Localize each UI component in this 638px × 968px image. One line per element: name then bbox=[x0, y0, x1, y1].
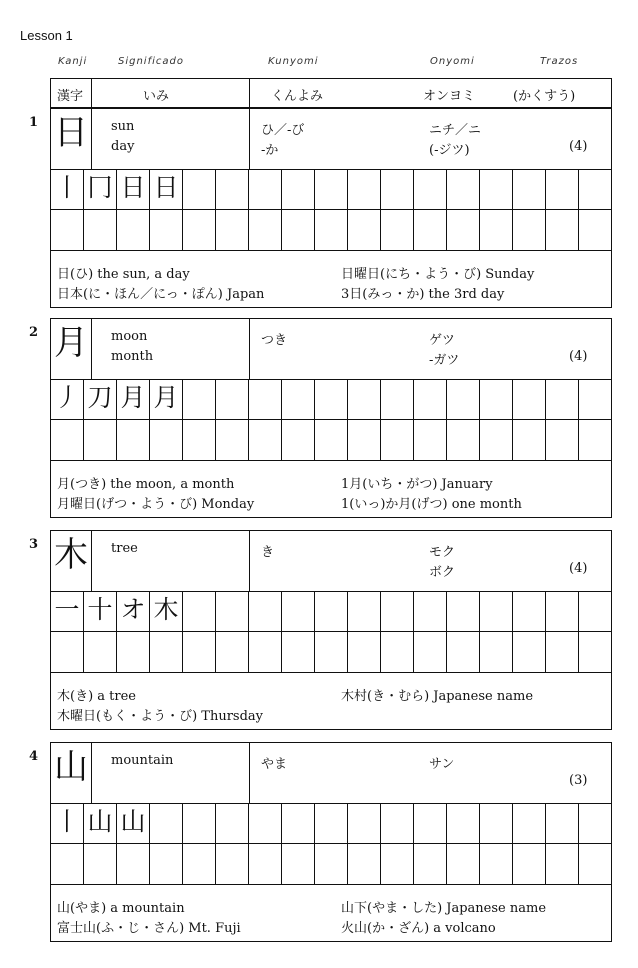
practice-cell[interactable] bbox=[546, 169, 579, 209]
practice-cell[interactable] bbox=[249, 420, 282, 460]
practice-cell[interactable] bbox=[216, 803, 249, 843]
onyomi-2: ボク bbox=[429, 565, 456, 580]
practice-cell[interactable] bbox=[117, 420, 150, 460]
meaning-2: month bbox=[111, 349, 154, 364]
practice-cell[interactable] bbox=[414, 803, 447, 843]
practice-cell[interactable] bbox=[183, 632, 216, 672]
example-2: 日本(に・ほん／にっ・ぽん) Japan bbox=[57, 287, 265, 302]
practice-cell[interactable] bbox=[315, 210, 348, 250]
practice-cell[interactable] bbox=[447, 420, 480, 460]
column-header bbox=[50, 78, 612, 108]
kunyomi-1: き bbox=[261, 545, 275, 560]
practice-cell[interactable] bbox=[447, 379, 480, 419]
example-1: 山(やま) a mountain bbox=[57, 901, 185, 916]
card-number: 1 bbox=[29, 115, 39, 130]
practice-cell[interactable] bbox=[480, 844, 513, 884]
header-kunyomi: くんよみ bbox=[271, 89, 324, 104]
practice-cell[interactable] bbox=[249, 844, 282, 884]
stroke-step: 月 bbox=[117, 379, 150, 419]
practice-cell[interactable] bbox=[513, 591, 546, 631]
practice-cell[interactable] bbox=[183, 591, 216, 631]
practice-cell[interactable] bbox=[579, 169, 611, 209]
example-1: 日(ひ) the sun, a day bbox=[57, 267, 190, 282]
practice-cell[interactable] bbox=[579, 420, 611, 460]
kanji-character: 月 bbox=[51, 319, 92, 379]
practice-cell[interactable] bbox=[183, 169, 216, 209]
practice-cell[interactable] bbox=[381, 379, 414, 419]
practice-cell[interactable] bbox=[447, 210, 480, 250]
practice-cell[interactable] bbox=[348, 803, 381, 843]
kanji-card bbox=[29, 530, 612, 730]
practice-cell[interactable] bbox=[480, 210, 513, 250]
stroke-count: (4) bbox=[569, 139, 588, 154]
stroke-step: 冂 bbox=[84, 169, 117, 209]
onyomi-1: ゲツ bbox=[429, 333, 455, 348]
stroke-step: 山 bbox=[117, 803, 150, 843]
practice-cell[interactable] bbox=[348, 632, 381, 672]
practice-cell[interactable] bbox=[579, 210, 611, 250]
kunyomi-1: やま bbox=[261, 757, 288, 772]
onyomi-2: -ガツ bbox=[429, 353, 460, 368]
stroke-step: 丿 bbox=[51, 379, 84, 419]
practice-cell[interactable] bbox=[546, 210, 579, 250]
practice-cell[interactable] bbox=[447, 803, 480, 843]
meaning-1: moon bbox=[111, 329, 148, 344]
practice-cell[interactable] bbox=[216, 844, 249, 884]
lesson-title: Lesson 1 bbox=[20, 28, 73, 43]
practice-cell[interactable] bbox=[546, 591, 579, 631]
practice-cell[interactable] bbox=[414, 169, 447, 209]
example-3: 木村(き・むら) Japanese name bbox=[341, 689, 534, 704]
stroke-count: (4) bbox=[569, 349, 588, 364]
practice-cell[interactable] bbox=[315, 169, 348, 209]
handwritten-kunyomi: Kunyomi bbox=[268, 56, 319, 67]
practice-cell[interactable] bbox=[513, 632, 546, 672]
example-3: 山下(やま・した) Japanese name bbox=[341, 901, 547, 916]
header-onyomi: オンヨミ bbox=[423, 89, 476, 104]
practice-cell[interactable] bbox=[216, 632, 249, 672]
example-2: 月曜日(げつ・よう・び) Monday bbox=[57, 497, 255, 512]
header-imi: いみ bbox=[143, 89, 170, 104]
handwritten-trazos: Trazos bbox=[540, 56, 579, 67]
meaning-1: sun bbox=[111, 119, 135, 134]
stroke-step: オ bbox=[117, 591, 150, 631]
practice-cell[interactable] bbox=[447, 169, 480, 209]
stroke-step: 丨 bbox=[51, 803, 84, 843]
practice-cell[interactable] bbox=[84, 844, 117, 884]
meaning-1: tree bbox=[111, 541, 138, 556]
practice-cell[interactable] bbox=[183, 379, 216, 419]
practice-cell[interactable] bbox=[513, 420, 546, 460]
kanji-character: 山 bbox=[51, 743, 92, 803]
practice-cell[interactable] bbox=[579, 803, 611, 843]
practice-cell[interactable] bbox=[579, 379, 611, 419]
kanji-card bbox=[29, 108, 612, 308]
practice-cell[interactable] bbox=[282, 844, 315, 884]
practice-cell[interactable] bbox=[315, 844, 348, 884]
practice-cell[interactable] bbox=[513, 379, 546, 419]
handwritten-significado: Significado bbox=[118, 56, 184, 67]
example-3: 1月(いち・がつ) January bbox=[341, 477, 493, 492]
practice-cell[interactable] bbox=[51, 420, 84, 460]
meaning-1: mountain bbox=[111, 753, 174, 768]
practice-cell[interactable] bbox=[348, 420, 381, 460]
stroke-step: 丨 bbox=[51, 169, 84, 209]
stroke-step: 十 bbox=[84, 591, 117, 631]
stroke-step: 刀 bbox=[84, 379, 117, 419]
practice-cell[interactable] bbox=[348, 210, 381, 250]
practice-cell[interactable] bbox=[117, 632, 150, 672]
kunyomi-1: ひ／-び bbox=[261, 123, 305, 138]
kunyomi-1: つき bbox=[261, 333, 288, 348]
practice-cell[interactable] bbox=[249, 632, 282, 672]
practice-cell[interactable] bbox=[249, 210, 282, 250]
kanji-card bbox=[29, 742, 612, 942]
practice-cell[interactable] bbox=[381, 420, 414, 460]
practice-cell[interactable] bbox=[480, 803, 513, 843]
stroke-step: 一 bbox=[51, 591, 84, 631]
practice-cell[interactable] bbox=[282, 210, 315, 250]
practice-cell[interactable] bbox=[513, 803, 546, 843]
stroke-step: 日 bbox=[117, 169, 150, 209]
example-2: 富士山(ふ・じ・さん) Mt. Fuji bbox=[57, 921, 241, 936]
example-1: 月(つき) the moon, a month bbox=[57, 477, 235, 492]
practice-cell[interactable] bbox=[315, 379, 348, 419]
kanji-card bbox=[29, 318, 612, 518]
practice-cell[interactable] bbox=[513, 169, 546, 209]
handwritten-kanji: Kanji bbox=[58, 56, 88, 67]
practice-cell[interactable] bbox=[282, 632, 315, 672]
practice-cell[interactable] bbox=[546, 632, 579, 672]
kanji-character: 木 bbox=[51, 531, 92, 591]
practice-cell[interactable] bbox=[414, 591, 447, 631]
card-number: 4 bbox=[29, 749, 39, 764]
practice-cell[interactable] bbox=[348, 591, 381, 631]
stroke-step: 山 bbox=[84, 803, 117, 843]
kunyomi-2: -か bbox=[261, 143, 279, 158]
practice-cell[interactable] bbox=[579, 591, 611, 631]
practice-cell[interactable] bbox=[381, 169, 414, 209]
practice-cell[interactable] bbox=[381, 844, 414, 884]
practice-cell[interactable] bbox=[315, 420, 348, 460]
practice-cell[interactable] bbox=[447, 632, 480, 672]
header-kanji: 漢字 bbox=[57, 89, 84, 104]
practice-cell[interactable] bbox=[381, 591, 414, 631]
practice-cell[interactable] bbox=[414, 379, 447, 419]
stroke-count: (3) bbox=[569, 773, 588, 788]
example-3: 日曜日(にち・よう・び) Sunday bbox=[341, 267, 535, 282]
practice-cell[interactable] bbox=[381, 210, 414, 250]
onyomi-1: ニチ／ニ bbox=[429, 123, 482, 138]
practice-cell[interactable] bbox=[480, 169, 513, 209]
practice-cell[interactable] bbox=[546, 803, 579, 843]
card-number: 2 bbox=[29, 325, 39, 340]
example-4: 1(いっ)か月(げつ) one month bbox=[341, 497, 522, 512]
practice-cell[interactable] bbox=[447, 844, 480, 884]
onyomi-1: モク bbox=[429, 545, 456, 560]
practice-cell[interactable] bbox=[282, 591, 315, 631]
practice-cell[interactable] bbox=[546, 844, 579, 884]
practice-cell[interactable] bbox=[480, 591, 513, 631]
practice-cell[interactable] bbox=[150, 210, 183, 250]
practice-cell[interactable] bbox=[216, 379, 249, 419]
practice-cell[interactable] bbox=[150, 420, 183, 460]
practice-cell[interactable] bbox=[414, 632, 447, 672]
practice-cell[interactable] bbox=[282, 420, 315, 460]
practice-cell[interactable] bbox=[513, 844, 546, 884]
practice-cell[interactable] bbox=[414, 210, 447, 250]
card-number: 3 bbox=[29, 537, 39, 552]
practice-cell[interactable] bbox=[51, 844, 84, 884]
practice-cell[interactable] bbox=[348, 379, 381, 419]
practice-cell[interactable] bbox=[183, 803, 216, 843]
practice-cell[interactable] bbox=[480, 379, 513, 419]
example-1: 木(き) a tree bbox=[57, 689, 136, 704]
stroke-count: (4) bbox=[569, 561, 588, 576]
example-4: 3日(みっ・か) the 3rd day bbox=[341, 287, 505, 302]
stroke-step: 木 bbox=[150, 591, 183, 631]
practice-cell[interactable] bbox=[381, 803, 414, 843]
practice-cell[interactable] bbox=[84, 632, 117, 672]
example-4: 火山(か・ざん) a volcano bbox=[341, 921, 496, 936]
stroke-step bbox=[150, 803, 183, 843]
practice-cell[interactable] bbox=[414, 420, 447, 460]
kanji-character: 日 bbox=[51, 109, 92, 169]
practice-cell[interactable] bbox=[249, 803, 282, 843]
practice-cell[interactable] bbox=[282, 803, 315, 843]
practice-cell[interactable] bbox=[381, 632, 414, 672]
practice-cell[interactable] bbox=[315, 591, 348, 631]
practice-cell[interactable] bbox=[183, 420, 216, 460]
onyomi-1: サン bbox=[429, 757, 455, 772]
practice-cell[interactable] bbox=[315, 803, 348, 843]
practice-cell[interactable] bbox=[150, 844, 183, 884]
practice-cell[interactable] bbox=[249, 591, 282, 631]
practice-cell[interactable] bbox=[249, 379, 282, 419]
practice-cell[interactable] bbox=[216, 169, 249, 209]
practice-cell[interactable] bbox=[51, 210, 84, 250]
practice-cell[interactable] bbox=[282, 379, 315, 419]
header-strokes: (かくすう) bbox=[513, 89, 576, 104]
practice-cell[interactable] bbox=[216, 210, 249, 250]
example-2: 木曜日(もく・よう・び) Thursday bbox=[57, 709, 263, 724]
practice-cell[interactable] bbox=[150, 632, 183, 672]
practice-cell[interactable] bbox=[579, 632, 611, 672]
practice-cell[interactable] bbox=[579, 844, 611, 884]
practice-cell[interactable] bbox=[315, 632, 348, 672]
practice-cell[interactable] bbox=[546, 420, 579, 460]
practice-cell[interactable] bbox=[84, 420, 117, 460]
practice-cell[interactable] bbox=[249, 169, 282, 209]
practice-cell[interactable] bbox=[216, 591, 249, 631]
practice-cell[interactable] bbox=[117, 844, 150, 884]
practice-cell[interactable] bbox=[117, 210, 150, 250]
practice-cell[interactable] bbox=[447, 591, 480, 631]
stroke-step: 月 bbox=[150, 379, 183, 419]
practice-cell[interactable] bbox=[183, 210, 216, 250]
practice-cell[interactable] bbox=[216, 420, 249, 460]
practice-cell[interactable] bbox=[183, 844, 216, 884]
practice-cell[interactable] bbox=[282, 169, 315, 209]
practice-cell[interactable] bbox=[348, 844, 381, 884]
practice-cell[interactable] bbox=[84, 210, 117, 250]
stroke-step: 日 bbox=[150, 169, 183, 209]
practice-cell[interactable] bbox=[51, 632, 84, 672]
practice-cell[interactable] bbox=[348, 169, 381, 209]
practice-cell[interactable] bbox=[513, 210, 546, 250]
practice-cell[interactable] bbox=[546, 379, 579, 419]
practice-cell[interactable] bbox=[480, 632, 513, 672]
practice-cell[interactable] bbox=[480, 420, 513, 460]
meaning-2: day bbox=[111, 139, 135, 154]
onyomi-2: (-ジツ) bbox=[429, 143, 470, 158]
practice-cell[interactable] bbox=[414, 844, 447, 884]
handwritten-onyomi: Onyomi bbox=[430, 56, 475, 67]
